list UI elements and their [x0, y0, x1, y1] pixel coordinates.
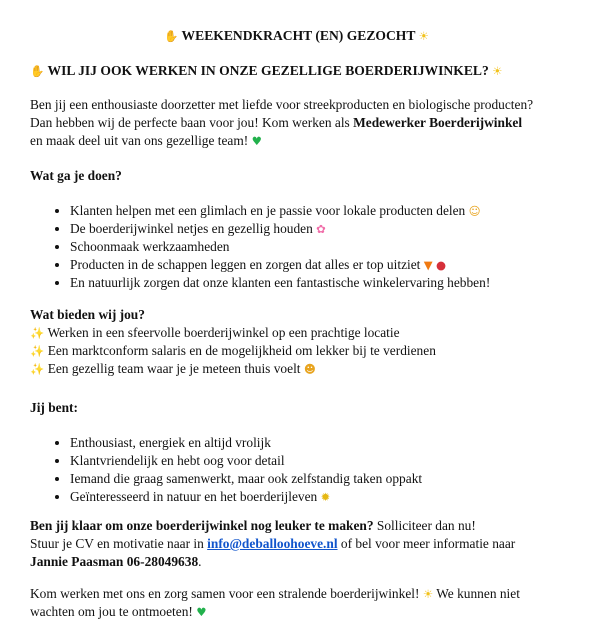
list-item — [70, 220, 579, 238]
apply-line-1 — [30, 517, 579, 535]
smiling-face-icon: ☺ — [468, 204, 481, 218]
closing-line-1 — [30, 585, 579, 603]
offer-item — [30, 342, 579, 360]
hugging-face-icon: ☻ — [303, 362, 316, 376]
intro-paragraph — [30, 96, 579, 150]
offer-heading: Wat bieden wij jou? — [30, 307, 145, 322]
sunflower-icon: ✹ — [320, 490, 331, 504]
list-item — [70, 274, 579, 292]
apply-section — [30, 517, 579, 571]
profile-section — [30, 399, 579, 506]
apply-line-2 — [30, 535, 579, 553]
hand-icon: ✋ — [164, 29, 179, 43]
offer-item — [30, 360, 579, 378]
apply-call: Solliciteer dan nu! — [373, 518, 476, 533]
sun-icon: ☀ — [422, 587, 434, 601]
hand-icon: ✋ — [30, 64, 45, 78]
list-item-text: De boerderijwinkel netjes en gezellig houden — [70, 221, 313, 236]
contact-period: . — [198, 554, 202, 569]
sparkles-icon: ✨ — [30, 362, 45, 376]
closing-line-2 — [30, 603, 579, 621]
todo-heading: Wat ga je doen? — [30, 168, 122, 183]
list-item — [70, 488, 579, 506]
list-item-text: Klantvriendelijk en hebt oog voor detail — [70, 453, 285, 468]
green-heart-icon: ♥ — [251, 134, 262, 148]
list-item — [70, 470, 579, 488]
sun-icon: ☀ — [418, 29, 429, 43]
list-item-text: Iemand die graag samenwerkt, maar ook zelfstandig taken oppakt — [70, 471, 423, 486]
closing-section — [30, 585, 579, 621]
page-title — [0, 27, 593, 45]
todo-section — [30, 167, 579, 292]
list-item-text: Producten in de schappen leggen en zorgen dat alles er top uitziet — [70, 257, 421, 272]
list-item — [70, 256, 579, 274]
apply-line-2-end: of bel voor meer informatie naar — [337, 536, 516, 551]
intro-line-2-text: Dan hebben wij de perfecte baan voor jou! Kom werken als — [30, 115, 354, 130]
apply-line-3 — [30, 553, 579, 571]
closing-line-2-text: wachten om jou te ontmoeten! — [30, 604, 193, 619]
sun-icon: ☀ — [492, 64, 503, 78]
email-link[interactable]: info@deballoohoeve.nl — [207, 536, 338, 551]
intro-line-1: Ben jij een enthousiaste doorzetter met liefde voor streekproducten en biologische producten? — [30, 97, 534, 112]
pink-flower-icon: ✿ — [316, 222, 326, 236]
apply-line-2-text: Stuur je CV en motivatie naar in — [30, 536, 208, 551]
intro-line-3 — [30, 132, 579, 150]
closing-text-end: We kunnen niet — [436, 586, 520, 601]
offer-item-text: Een gezellig team waar je je meteen thuis voelt — [47, 361, 301, 376]
closing-text: Kom werken met ons en zorg samen voor een stralende boerderijwinkel! — [30, 586, 420, 601]
intro-line-2 — [30, 114, 579, 132]
sparkles-icon: ✨ — [30, 344, 45, 358]
offer-section — [30, 306, 579, 378]
carrot-icon: ▼ — [423, 258, 433, 272]
title-text: WEEKENDKRACHT (EN) GEZOCHT — [181, 28, 416, 43]
sparkles-icon: ✨ — [30, 326, 45, 340]
contact-person: Jannie Paasman 06-28049638 — [30, 554, 199, 569]
apply-question: Ben jij klaar om onze boerderijwinkel nog leuker te maken? — [30, 518, 374, 533]
list-item-text: En natuurlijk zorgen dat onze klanten een fantastische winkelervaring hebben! — [70, 275, 491, 290]
offer-item-text: Een marktconform salaris en de mogelijkheid om lekker bij te verdienen — [47, 343, 436, 358]
list-item-text: Schoonmaak werkzaamheden — [70, 239, 230, 254]
list-item — [70, 452, 579, 470]
profile-list — [30, 434, 579, 506]
intro-line-3-text: en maak deel uit van ons gezellige team! — [30, 133, 249, 148]
offer-item-text: Werken in een sfeervolle boerderijwinkel op een prachtige locatie — [47, 325, 400, 340]
list-item — [70, 238, 579, 256]
list-item-text: Klanten helpen met een glimlach en je passie voor lokale producten delen — [70, 203, 466, 218]
strawberry-icon: ● — [435, 258, 447, 272]
list-item-text: Geïnteresseerd in natuur en het boerderijleven — [70, 489, 318, 504]
green-heart-icon: ♥ — [196, 605, 207, 619]
job-title: Medewerker Boerderijwinkel — [353, 115, 523, 130]
todo-list — [30, 202, 579, 292]
list-item — [70, 434, 579, 452]
profile-heading: Jij bent: — [30, 400, 78, 415]
list-item — [70, 202, 579, 220]
subtitle — [30, 62, 502, 80]
subtitle-text: WIL JIJ OOK WERKEN IN ONZE GEZELLIGE BOERDERIJWINKEL? — [47, 63, 489, 78]
offer-item — [30, 324, 579, 342]
list-item-text: Enthousiast, energiek en altijd vrolijk — [70, 435, 271, 450]
